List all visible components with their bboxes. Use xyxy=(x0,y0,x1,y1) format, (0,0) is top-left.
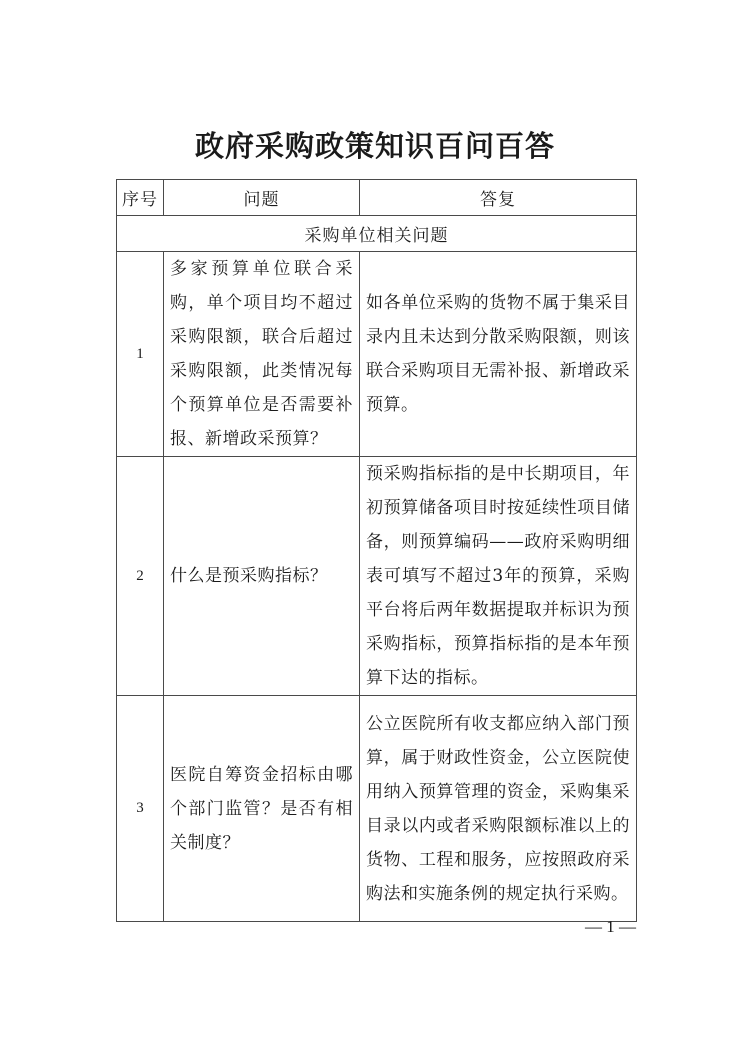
row-answer: 如各单位采购的货物不属于集采目录内且未达到分散采购限额，则该联合采购项目无需补报、新增政采预算。 xyxy=(360,252,637,457)
row-number: 1 xyxy=(117,252,164,457)
header-question: 问题 xyxy=(164,180,360,216)
header-number: 序号 xyxy=(117,180,164,216)
document-title: 政府采购政策知识百问百答 xyxy=(194,129,555,163)
section-row xyxy=(117,216,637,252)
row-answer: 公立医院所有收支都应纳入部门预算，属于财政性资金，公立医院使用纳入预算管理的资金，采购集采目录以内或者采购限额标准以上的货物、工程和服务，应按照政府采购法和实施条例的规定执行采购。 xyxy=(360,696,637,922)
table-row xyxy=(117,696,637,922)
page-number: — 1 — xyxy=(585,917,636,936)
section-title: 采购单位相关问题 xyxy=(117,216,637,252)
row-number: 2 xyxy=(117,457,164,696)
table-row xyxy=(117,252,637,457)
row-question: 多家预算单位联合采购，单个项目均不超过采购限额，联合后超过采购限额，此类情况每个预算单位是否需要补报、新增政采预算？ xyxy=(164,252,360,457)
table-row xyxy=(117,457,637,696)
table-header-row xyxy=(117,180,637,216)
row-question: 医院自筹资金招标由哪个部门监管？是否有相关制度？ xyxy=(164,696,360,922)
header-answer: 答复 xyxy=(360,180,637,216)
qa-table xyxy=(116,179,637,922)
row-number: 3 xyxy=(117,696,164,922)
row-question: 什么是预采购指标？ xyxy=(164,457,360,696)
row-answer: 预采购指标指的是中长期项目，年初预算储备项目时按延续性项目储备，则预算编码——政府采购明细表可填写不超过3年的预算，采购平台将后两年数据提取并标识为预采购指标，预算指标指的是本年预算下达的指标。 xyxy=(360,457,637,696)
